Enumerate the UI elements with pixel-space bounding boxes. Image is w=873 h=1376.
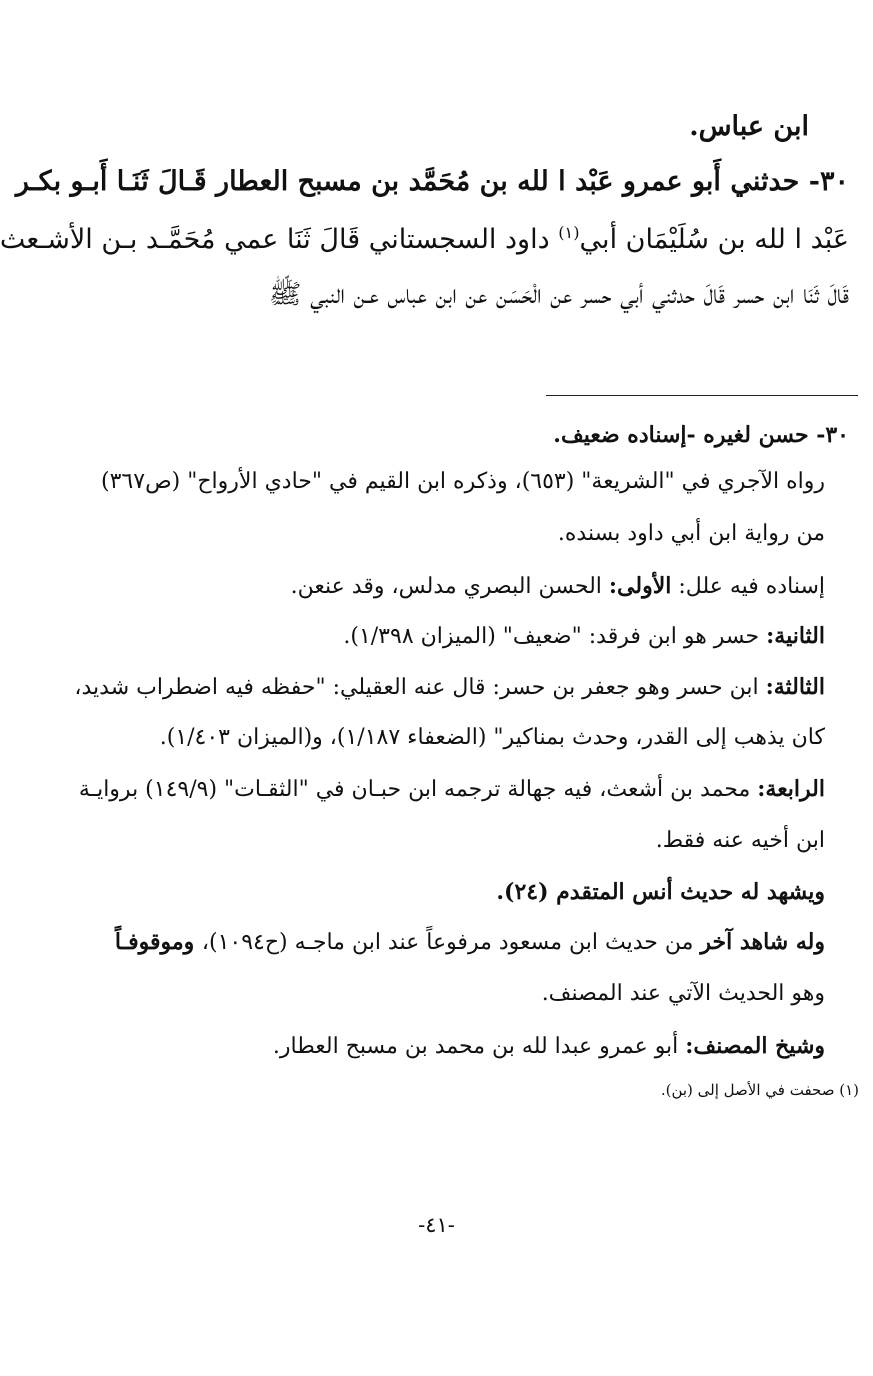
main-line-3-a: عَبْد ا لله بن سُلَيْمَان أبي	[579, 224, 849, 255]
notes-line-12-a: وشيخ المصنف:	[685, 1033, 825, 1059]
notes-line-8-text: ابن أخيه عنه فقط.	[655, 828, 825, 853]
notes-separator	[546, 395, 858, 396]
notes-line-2-text: من رواية ابن أبي داود بسنده.	[557, 521, 825, 546]
main-line-2-text: حدثني أَبو عمرو عَبْد ا لله بن مُحَمَّد بن مسبح العطار قَـالَ ثَنَـا أَبـو بكـر	[15, 166, 800, 197]
notes-line-5-b: ابن حسر وهو جعفر بن حسر: قال عنه العقيلي: "حفظه فيه اضطراب شديد،	[74, 675, 766, 700]
notes-line-11	[542, 982, 825, 1006]
notes-line-10	[115, 930, 825, 955]
footnote	[661, 1082, 859, 1099]
notes-line-3	[291, 574, 825, 599]
main-line-2	[16, 167, 849, 197]
notes-line-6	[160, 726, 825, 750]
main-line-1	[689, 112, 809, 142]
notes-line-12-b: أبو عمرو عبدا لله بن محمد بن مسبح العطار.	[272, 1034, 686, 1059]
notes-line-9-text: ويشهد له حديث أنس المتقدم (٢٤).	[496, 879, 825, 905]
notes-line-7-a: الرابعة:	[757, 776, 825, 802]
notes-line-3-c: الحسن البصري مدلس، وقد عنعن.	[290, 574, 609, 599]
notes-line-8	[656, 829, 825, 853]
notes-line-9	[496, 880, 825, 904]
notes-line-1-text: رواه الآجري في "الشريعة" (٦٥٣)، وذكره ابن القيم في "حادي الأرواح" (ص٣٦٧)	[101, 469, 825, 494]
main-line-3-b: داود السجستاني قَالَ ثَنَا عمي مُحَمَّـد بـن الأشـعث	[0, 224, 559, 255]
notes-line-10-a: وله شاهد آخر	[700, 929, 825, 955]
notes-line-1	[101, 470, 825, 494]
notes-line-7	[79, 777, 825, 802]
notes-line-4	[343, 624, 825, 649]
main-line-4-text: قَالَ ثَنَا ابن حسر قَالَ حدثني أبي حسر عن الْحَسَن عن ابن عباس عـن النبي ﷺ	[268, 279, 849, 310]
footnote-text: (١) صحفت في الأصل إلى (بن).	[660, 1081, 859, 1099]
footnote-ref: (١)	[558, 223, 580, 242]
notes-line-5-a: الثالثة:	[765, 674, 825, 700]
main-line-3	[0, 224, 849, 255]
notes-heading	[553, 423, 849, 447]
notes-line-4-a: الثانية:	[766, 623, 825, 649]
notes-line-6-text: كان يذهب إلى القدر، وحدث بمناكير" (الضعفاء ١/١٨٧)، و(الميزان ١/٤٠٣).	[159, 725, 825, 750]
notes-line-3-a: إسناده فيه علل:	[671, 574, 825, 599]
page-number: -٤١-	[418, 1213, 455, 1237]
main-line-1-text: ابن عباس.	[689, 111, 809, 142]
notes-line-3-b: الأولى:	[608, 573, 672, 599]
notes-line-11-text: وهو الحديث الآتي عند المصنف.	[541, 981, 825, 1006]
notes-line-7-b: محمد بن أشعث، فيه جهالة ترجمه ابن حبـان في "الثقـات" (١٤٩/٩) بروايـة	[78, 777, 758, 802]
hadith-number: ٣٠-	[799, 166, 849, 197]
notes-line-10-c: وموقوفـاً	[114, 929, 202, 955]
notes-line-10-b: من حديث ابن مسعود مرفوعاً عند ابن ماجـه (ح١٠٩٤)،	[201, 930, 701, 955]
notes-line-2	[558, 522, 825, 546]
notes-line-12	[273, 1034, 825, 1059]
main-line-4	[269, 280, 849, 310]
notes-line-4-b: حسر هو ابن فرقد: "ضعيف" (الميزان ١/٣٩٨).	[343, 624, 767, 649]
notes-line-5	[74, 675, 825, 700]
notes-heading-text: ٣٠- حسن لغيره -إسناده ضعيف.	[553, 422, 849, 448]
